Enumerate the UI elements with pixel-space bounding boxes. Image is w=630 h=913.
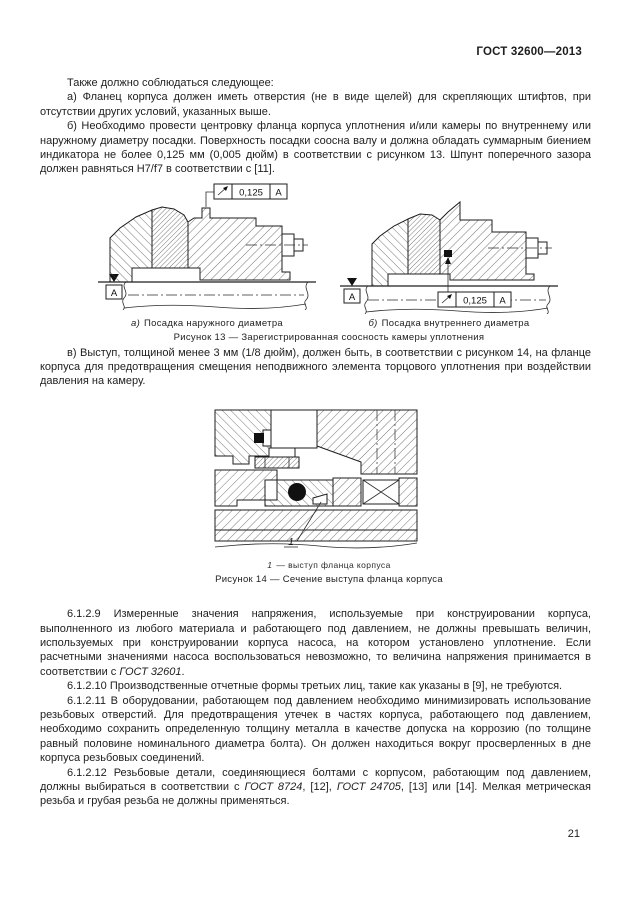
housing-section [440,202,534,280]
paragraph-6129-text: 6.1.2.9 Измеренные значения напряжения, используемые при конструировании корпуса, выполненного из любого материала и работающего под давлением, не должны превышать величин, используемых при конструировании корпуса насоса, на котором установлено уплотнение. Если расчетными значениями насоса воспользоваться невозможно, то величина напряжения принимается в соответствии с [40,608,591,678]
paragraph-61212 [40,766,591,809]
stud-section [255,457,299,468]
o-ring-seal [288,483,306,501]
svg-text:0,125: 0,125 [239,187,263,199]
step-piece [269,448,295,457]
paragraph-item-v: в) Выступ, толщиной менее 3 мм (1/8 дюйм), должен быть, в соответствии с рисунком 14, на фланце корпуса для предотвращения смещения неподвижного элемента торцового уплотнения при воздействии давления на камеру. [40,346,591,388]
sleeve-section [408,214,440,274]
gland-recess [271,410,317,448]
shaft-section [98,282,316,310]
legend-text: — выступ фланца корпуса [276,560,391,571]
housing-lower-section [333,478,361,506]
svg-text:A: A [110,287,118,299]
standard-code-header: ГОСТ 32600—2013 [476,46,582,58]
figure-13a-caption [96,317,318,331]
subcaption-letter: б) [368,317,378,329]
svg-text:A: A [275,187,282,199]
housing-flange-section [317,410,417,474]
fit-corner-mark [444,250,452,257]
datum-flag [344,278,360,303]
figure-14-legend [40,558,591,572]
figure-13a-drawing [96,182,318,310]
sleeve-band [215,510,417,530]
paragraph-61212-mid: , [12], [302,780,337,793]
paragraph-item-a: а) Фланец корпуса должен иметь отверстия (не в виде щелей) для скрепляющих штифтов, при отсутствии других условий, указанных выше. [40,91,591,118]
subcaption-text: Посадка наружного диаметра [144,317,284,329]
runout-tolerance-frame [206,184,287,207]
paragraph-61212-end: , [13] или [14]. Мелкая метрическая резьба и грубая резьба не должны применяться. [40,780,591,808]
housing-section [188,208,290,280]
paragraph-item-b: б) Необходимо провести центровку фланца корпуса уплотнения и/или камеры по внутреннему или наружному диаметру посадки. Поверхность посадки соосна валу и должна обладать суммарным биением индикатора не более 0,125 мм (0,005 дюйм) в соответствии с рисунком 13. Шпунт поперечного зазора должен равняться H7/f7 в соответствии с [11]. [40,120,591,176]
break-line [215,543,417,548]
paragraph-61211: 6.1.2.11 В оборудовании, работающем под давлением необходимо минимизировать использование резьбовых отверстий. Для предотвращения утечек в частях корпуса, работающего под давлением, необходимо сохранить определенную толщину металла в качестве допуска на коррозию (по толщине равный половине номинального диаметра болта). Он должен находиться вокруг просверленных в дне корпуса резьбовых соединений. [40,694,591,765]
figure-13b-drawing [338,182,560,314]
svg-text:A: A [499,295,506,307]
figure-13 [96,182,591,314]
page-content [40,76,591,809]
paragraph-61212-text: 6.1.2.12 Резьбовые детали, соединяющиеся болтами с корпусом, работающим под давлением, должны выбираться в соответствии с [40,766,591,793]
figure-14-caption: Рисунок 14 — Сечение выступа фланца корпуса [215,573,443,585]
figure-14-drawing [209,406,423,554]
seal-ring-square [254,433,264,443]
figure-13b-caption [338,317,560,331]
gost-reference: ГОСТ 32601 [119,665,182,678]
figure-13-subcaptions [96,317,591,331]
gost-reference: ГОСТ 8724 [244,780,303,793]
subcaption-text: Посадка внутреннего диаметра [381,317,530,329]
shaft-band [215,530,417,541]
paragraph-intro: Также должно соблюдаться следующее: [67,77,274,89]
page-number: 21 [567,828,580,840]
svg-text:A: A [348,291,356,303]
svg-text:0,125: 0,125 [463,295,487,307]
gost-reference: ГОСТ 24705 [336,780,401,793]
sleeve-section [152,207,188,268]
subcaption-letter: а) [130,317,141,329]
gland-section [372,219,408,286]
figure-13-caption: Рисунок 13 — Зарегистрированная соосность камеры уплотнения [173,332,485,344]
clause-paragraphs [40,607,591,809]
gland-section [110,210,152,282]
paragraph-6129 [40,607,591,679]
paragraph-6129-end: . [181,665,185,678]
paragraph-61210: 6.1.2.10 Производственные отчетные формы третьих лиц, такие как указаны в [9], не требуются. [67,680,563,693]
figure-14 [209,406,423,558]
legend-number: 1 [267,560,273,571]
svg-text:1: 1 [287,536,294,548]
